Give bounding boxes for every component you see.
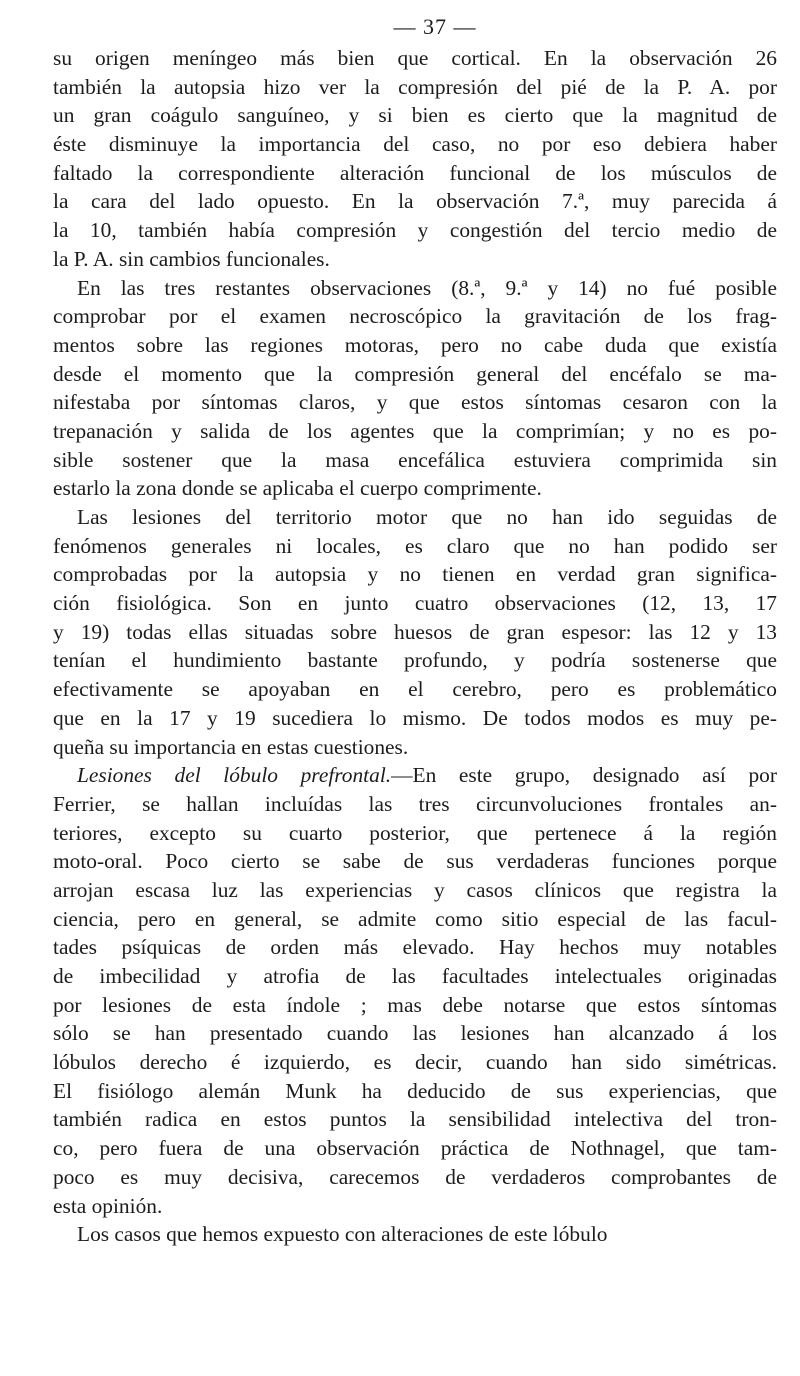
text-line: trepanación y salida de los agentes que la comprimían; y no es po- [53,418,777,443]
text-line: Las lesiones del territorio motor que no han ido seguidas de [77,505,777,529]
text-line: ciencia, pero en general, se admite como sitio especial de las facul- [53,906,777,931]
book-page [53,14,777,1249]
text-line: lóbulos derecho é izquierdo, es decir, cuando han sido simétricas. [53,1050,777,1075]
text-line: comprobar por el examen necroscópico la gravitación de los frag- [53,304,777,329]
text-line: un gran coágulo sanguíneo, y si bien es cierto que la magnitud de [53,103,777,128]
text-line: nifestaba por síntomas claros, y que estos síntomas cesaron con la [53,390,777,415]
section-heading: Lesiones del lóbulo prefrontal. [77,763,392,788]
text-line: moto-oral. Poco cierto se sabe de sus verdaderas funciones porque [53,849,777,874]
text-line: efectivamente se apoyaban en el cerebro, pero es problemático [53,677,777,702]
text-line: también radica en estos puntos la sensibilidad intelectiva del tron- [53,1107,777,1132]
text-line: mentos sobre las regiones motoras, pero no cabe duda que existía [53,332,777,357]
text-line: queña su importancia en estas cuestiones. [53,734,409,759]
body-text [53,44,777,1249]
text-line: por lesiones de esta índole ; mas debe notarse que estos síntomas [53,992,777,1017]
text-line-tail: —En este grupo, designado así por [391,763,777,788]
section-heading-line [53,761,777,790]
text-line: Los casos que hemos expuesto con alteraciones de este lóbulo [77,1222,608,1247]
text-line: faltado la correspondiente alteración funcional de los músculos de [53,160,777,185]
text-line: Ferrier, se hallan incluídas las tres circunvoluciones frontales an- [53,791,777,816]
text-line: co, pero fuera de una observación práctica de Nothnagel, que tam- [53,1136,777,1161]
text-line: fenómenos generales ni locales, es claro que no han podido ser [53,533,777,558]
text-line: y 19) todas ellas situadas sobre huesos de gran espesor: las 12 y 13 [53,619,777,644]
text-line: su origen meníngeo más bien que cortical. En la observación 26 [53,46,777,70]
text-line: arrojan escasa luz las experiencias y casos clínicos que registra la [53,877,777,902]
text-line: teriores, excepto su cuarto posterior, que pertenece á la región [53,820,777,845]
text-line: sólo se han presentado cuando las lesiones han alcanzado á los [53,1021,777,1046]
text-line: tenían el hundimiento bastante profundo, y podría sostenerse que [53,648,777,673]
text-line: éste disminuye la importancia del caso, no por eso debiera haber [53,132,777,157]
text-line: que en la 17 y 19 sucediera lo mismo. De todos modos es muy pe- [53,705,777,730]
text-line: sible sostener que la masa encefálica estuviera comprimida sin [53,447,777,472]
text-line: esta opinión. [53,1193,163,1218]
text-line: la P. A. sin cambios funcionales. [53,246,330,271]
text-line: El fisiólogo alemán Munk ha deducido de sus experiencias, que [53,1078,777,1103]
text-line: estarlo la zona donde se aplicaba el cuerpo comprimente. [53,476,542,501]
text-line: ción fisiológica. Son en junto cuatro observaciones (12, 13, 17 [53,591,777,616]
text-line: la cara del lado opuesto. En la observación 7.ª, muy parecida á [53,189,777,214]
text-line: comprobadas por la autopsia y no tienen en verdad gran significa- [53,562,777,587]
text-line: tades psíquicas de orden más elevado. Hay hechos muy notables [53,935,777,960]
text-line: también la autopsia hizo ver la compresión del pié de la P. A. por [53,74,777,99]
text-line: poco es muy decisiva, carecemos de verdaderos comprobantes de [53,1164,777,1189]
page-number: — 37 — [393,14,477,39]
text-line: En las tres restantes observaciones (8.ª, 9.ª y 14) no fué posible [77,275,777,300]
text-line: de imbecilidad y atrofia de las facultades intelectuales originadas [53,964,777,988]
text-line: la 10, también había compresión y congestión del tercio medio de [53,218,777,243]
text-line: desde el momento que la compresión general del encéfalo se ma- [53,361,777,386]
